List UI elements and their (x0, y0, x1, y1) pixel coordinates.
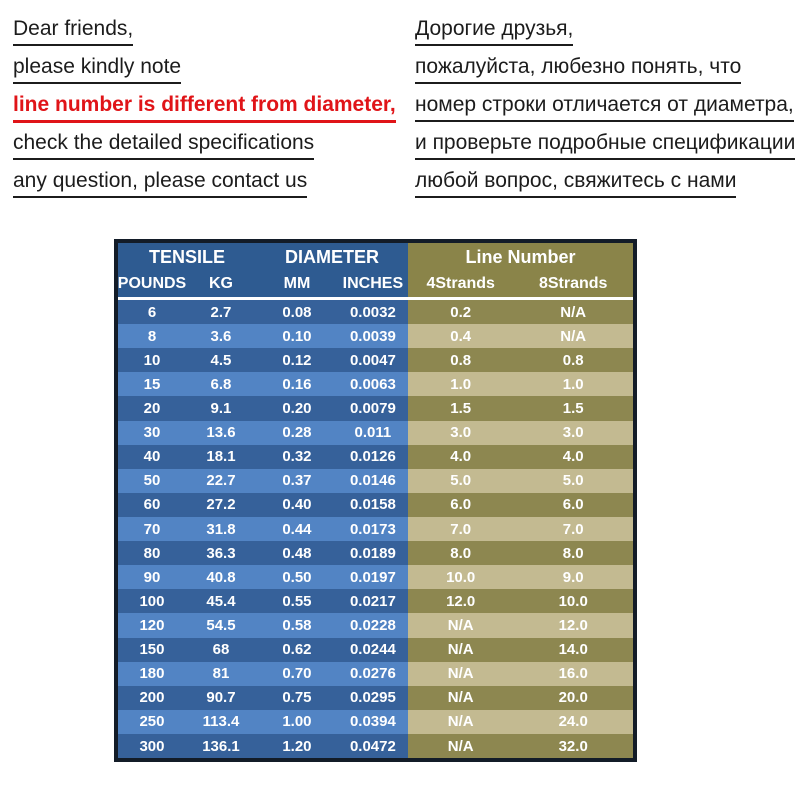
table-cell: 3.6 (186, 324, 256, 348)
column-header-mm: MM (256, 271, 338, 297)
table-cell: 1.20 (256, 734, 338, 758)
table-cell: 20 (118, 396, 186, 420)
table-group-header-row (118, 243, 633, 271)
table-cell: 14.0 (513, 638, 632, 662)
table-cell: 0.08 (256, 300, 338, 324)
table-cell: 0.0228 (338, 613, 408, 637)
table-row (118, 565, 633, 589)
table-cell: 0.50 (256, 565, 338, 589)
table-cell: 1.5 (513, 396, 632, 420)
table-cell: 0.2 (408, 300, 514, 324)
note-text: Dear friends, (13, 16, 133, 46)
note-line (415, 54, 800, 92)
table-row (118, 638, 633, 662)
table-cell: 0.0173 (338, 517, 408, 541)
table-cell: 0.48 (256, 541, 338, 565)
table-row (118, 541, 633, 565)
table-cell: 0.12 (256, 348, 338, 372)
table-cell: 0.4 (408, 324, 514, 348)
table-row (118, 710, 633, 734)
note-block-russian (415, 16, 800, 206)
table-cell: 0.011 (338, 421, 408, 445)
table-cell: 300 (118, 734, 186, 758)
table-cell: 24.0 (513, 710, 632, 734)
table-row (118, 686, 633, 710)
table-cell: 7.0 (408, 517, 514, 541)
table-cell: 15 (118, 372, 186, 396)
column-header-pounds: POUNDS (118, 271, 186, 297)
table-cell: 0.0217 (338, 589, 408, 613)
table-cell: 4.5 (186, 348, 256, 372)
table-cell: 100 (118, 589, 186, 613)
table-cell: 27.2 (186, 493, 256, 517)
table-cell: N/A (513, 300, 632, 324)
note-line (13, 54, 408, 92)
note-text: любой вопрос, свяжитесь с нами (415, 168, 736, 198)
table-cell: 1.0 (513, 372, 632, 396)
table-row (118, 613, 633, 637)
note-line (13, 168, 408, 206)
table-cell: 20.0 (513, 686, 632, 710)
table-cell: 0.37 (256, 469, 338, 493)
table-cell: 8 (118, 324, 186, 348)
table-cell: 10.0 (513, 589, 632, 613)
table-cell: 18.1 (186, 445, 256, 469)
table-cell: 0.28 (256, 421, 338, 445)
table-cell: 12.0 (408, 589, 514, 613)
table-cell: 10.0 (408, 565, 514, 589)
table-cell: 0.16 (256, 372, 338, 396)
note-line-emphasis (13, 92, 408, 130)
table-row (118, 372, 633, 396)
table-cell: 4.0 (513, 445, 632, 469)
table-cell: 3.0 (408, 421, 514, 445)
table-cell: 150 (118, 638, 186, 662)
table-cell: 0.0079 (338, 396, 408, 420)
table-row (118, 517, 633, 541)
note-text: please kindly note (13, 54, 181, 84)
table-cell: 0.0039 (338, 324, 408, 348)
table-cell: 1.00 (256, 710, 338, 734)
table-cell: 180 (118, 662, 186, 686)
spec-table-body (118, 300, 633, 758)
table-cell: 8.0 (513, 541, 632, 565)
note-line (415, 92, 800, 130)
table-cell: 0.55 (256, 589, 338, 613)
table-cell: 0.40 (256, 493, 338, 517)
table-cell: N/A (513, 324, 632, 348)
table-cell: 113.4 (186, 710, 256, 734)
table-cell: 0.0063 (338, 372, 408, 396)
table-cell: 136.1 (186, 734, 256, 758)
table-row (118, 348, 633, 372)
table-cell: 0.0472 (338, 734, 408, 758)
table-cell: 16.0 (513, 662, 632, 686)
note-text-emphasis: line number is different from diameter, (13, 92, 396, 123)
table-cell: 70 (118, 517, 186, 541)
table-cell: 0.0244 (338, 638, 408, 662)
table-cell: N/A (408, 734, 514, 758)
table-cell: 0.62 (256, 638, 338, 662)
table-cell: 0.8 (513, 348, 632, 372)
group-header-line-number: Line Number (408, 243, 633, 271)
column-header-kg: KG (186, 271, 256, 297)
table-cell: 5.0 (408, 469, 514, 493)
table-cell: 90 (118, 565, 186, 589)
table-cell: 7.0 (513, 517, 632, 541)
table-cell: 120 (118, 613, 186, 637)
table-row (118, 324, 633, 348)
table-cell: 22.7 (186, 469, 256, 493)
note-text: пожалуйста, любезно понять, что (415, 54, 741, 84)
table-cell: 0.0394 (338, 710, 408, 734)
table-cell: 0.20 (256, 396, 338, 420)
table-row (118, 662, 633, 686)
table-cell: 90.7 (186, 686, 256, 710)
table-cell: N/A (408, 662, 514, 686)
table-cell: 54.5 (186, 613, 256, 637)
table-row (118, 589, 633, 613)
table-cell: 0.0126 (338, 445, 408, 469)
table-cell: 0.10 (256, 324, 338, 348)
table-cell: 0.0158 (338, 493, 408, 517)
table-cell: N/A (408, 638, 514, 662)
table-cell: 40 (118, 445, 186, 469)
table-cell: 0.75 (256, 686, 338, 710)
table-cell: 6 (118, 300, 186, 324)
table-row (118, 396, 633, 420)
note-line (415, 130, 800, 168)
table-cell: 30 (118, 421, 186, 445)
table-cell: 13.6 (186, 421, 256, 445)
table-row (118, 469, 633, 493)
table-cell: 2.7 (186, 300, 256, 324)
table-cell: 81 (186, 662, 256, 686)
table-cell: 0.70 (256, 662, 338, 686)
table-cell: 36.3 (186, 541, 256, 565)
note-text: any question, please contact us (13, 168, 307, 198)
table-cell: 12.0 (513, 613, 632, 637)
table-cell: 6.0 (408, 493, 514, 517)
table-cell: N/A (408, 710, 514, 734)
column-header-8strands: 8Strands (513, 271, 632, 297)
table-cell: 5.0 (513, 469, 632, 493)
note-text: номер строки отличается от диаметра, (415, 92, 794, 122)
table-cell: 0.0295 (338, 686, 408, 710)
table-cell: 250 (118, 710, 186, 734)
note-text: и проверьте подробные спецификации (415, 130, 795, 160)
table-cell: N/A (408, 686, 514, 710)
note-text: check the detailed specifications (13, 130, 314, 160)
table-cell: 0.0032 (338, 300, 408, 324)
column-header-4strands: 4Strands (408, 271, 514, 297)
table-cell: 10 (118, 348, 186, 372)
group-header-diameter: DIAMETER (256, 243, 408, 271)
note-line (415, 16, 800, 54)
table-cell: 0.44 (256, 517, 338, 541)
table-cell: 9.1 (186, 396, 256, 420)
table-row (118, 300, 633, 324)
table-column-header-row (118, 271, 633, 297)
table-cell: 50 (118, 469, 186, 493)
table-cell: 200 (118, 686, 186, 710)
table-cell: 68 (186, 638, 256, 662)
table-cell: N/A (408, 613, 514, 637)
table-cell: 6.8 (186, 372, 256, 396)
note-line (13, 130, 408, 168)
table-row (118, 445, 633, 469)
table-cell: 0.0047 (338, 348, 408, 372)
table-cell: 0.32 (256, 445, 338, 469)
note-line (415, 168, 800, 206)
table-cell: 45.4 (186, 589, 256, 613)
table-cell: 4.0 (408, 445, 514, 469)
table-cell: 9.0 (513, 565, 632, 589)
note-text: Дорогие друзья, (415, 16, 573, 46)
table-cell: 0.0189 (338, 541, 408, 565)
table-cell: 0.8 (408, 348, 514, 372)
table-cell: 0.0276 (338, 662, 408, 686)
table-cell: 0.58 (256, 613, 338, 637)
table-cell: 8.0 (408, 541, 514, 565)
table-cell: 40.8 (186, 565, 256, 589)
table-cell: 1.0 (408, 372, 514, 396)
table-cell: 0.0146 (338, 469, 408, 493)
group-header-tensile: TENSILE (118, 243, 256, 271)
spec-table (114, 239, 637, 762)
column-header-inches: INCHES (338, 271, 408, 297)
table-cell: 60 (118, 493, 186, 517)
table-cell: 1.5 (408, 396, 514, 420)
table-cell: 0.0197 (338, 565, 408, 589)
table-cell: 3.0 (513, 421, 632, 445)
table-cell: 6.0 (513, 493, 632, 517)
table-row (118, 493, 633, 517)
note-block-english (13, 16, 408, 206)
table-row (118, 421, 633, 445)
table-cell: 31.8 (186, 517, 256, 541)
table-cell: 80 (118, 541, 186, 565)
table-row (118, 734, 633, 758)
table-cell: 32.0 (513, 734, 632, 758)
note-line (13, 16, 408, 54)
